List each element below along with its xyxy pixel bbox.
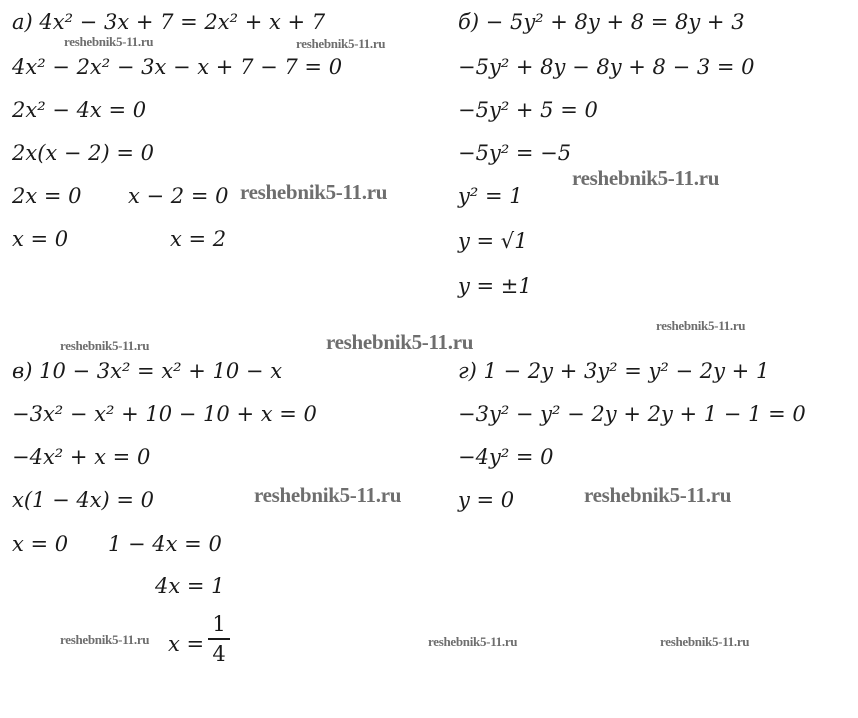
problem-v-step-2: −4x² + x = 0: [12, 445, 151, 469]
problem-b-root: y = ±1: [458, 274, 532, 298]
problem-a-equation: а) 4x² − 3x + 7 = 2x² + x + 7: [12, 10, 326, 34]
watermark: reshebnik5-11.ru: [656, 318, 746, 333]
fraction-numerator: 1: [212, 612, 226, 636]
problem-v-step-5: 4x = 1: [155, 574, 225, 598]
problem-g-step-1: −3y² − y² − 2y + 2y + 1 − 1 = 0: [458, 402, 806, 426]
problem-b-equation: б) − 5y² + 8y + 8 = 8y + 3: [458, 10, 745, 34]
problem-v-step-4-left: x = 0: [12, 532, 69, 556]
watermark: reshebnik5-11.ru: [254, 483, 402, 507]
problem-a-step-4-right: x − 2 = 0: [128, 184, 229, 208]
problem-b-step-1: −5y² + 8y − 8y + 8 − 3 = 0: [458, 55, 755, 79]
watermark: reshebnik5-11.ru: [584, 483, 732, 507]
problem-g-equation: г) 1 − 2y + 3y² = y² − 2y + 1: [458, 359, 770, 383]
problem-g-step-2: −4y² = 0: [458, 445, 554, 469]
fraction-denominator: 4: [212, 642, 226, 667]
problem-v-root-label: x =: [168, 632, 205, 656]
problem-v-step-1: −3x² − x² + 10 − 10 + x = 0: [12, 402, 317, 426]
problem-v-step-3: x(1 − 4x) = 0: [12, 488, 155, 512]
watermark: reshebnik5-11.ru: [240, 180, 388, 204]
watermark: reshebnik5-11.ru: [428, 634, 518, 649]
problem-b-step-5: y = √1: [458, 229, 528, 253]
problem-v-step-4-right: 1 − 4x = 0: [108, 532, 222, 556]
problem-a-step-2: 2x² − 4x = 0: [12, 98, 147, 122]
problem-a-step-3: 2x(x − 2) = 0: [12, 141, 155, 165]
fraction-bar: [208, 638, 230, 640]
problem-v-root-fraction: [208, 612, 230, 666]
problem-v-equation: в) 10 − 3x² = x² + 10 − x: [12, 359, 283, 383]
problem-g-root: y = 0: [458, 488, 515, 512]
problem-a-root-2: x = 2: [170, 227, 227, 251]
problem-b-step-4: y² = 1: [458, 184, 523, 208]
problem-a-step-4-left: 2x = 0: [12, 184, 82, 208]
watermark: reshebnik5-11.ru: [572, 166, 720, 190]
problem-a-root-1: x = 0: [12, 227, 69, 251]
watermark: reshebnik5-11.ru: [326, 330, 474, 354]
watermark: reshebnik5-11.ru: [60, 338, 150, 353]
problem-b-step-2: −5y² + 5 = 0: [458, 98, 598, 122]
watermark: reshebnik5-11.ru: [60, 632, 150, 647]
problem-a-step-1: 4x² − 2x² − 3x − x + 7 − 7 = 0: [12, 55, 343, 79]
watermark: reshebnik5-11.ru: [296, 36, 386, 51]
problem-b-step-3: −5y² = −5: [458, 141, 572, 165]
watermark: reshebnik5-11.ru: [64, 34, 154, 49]
watermark: reshebnik5-11.ru: [660, 634, 750, 649]
